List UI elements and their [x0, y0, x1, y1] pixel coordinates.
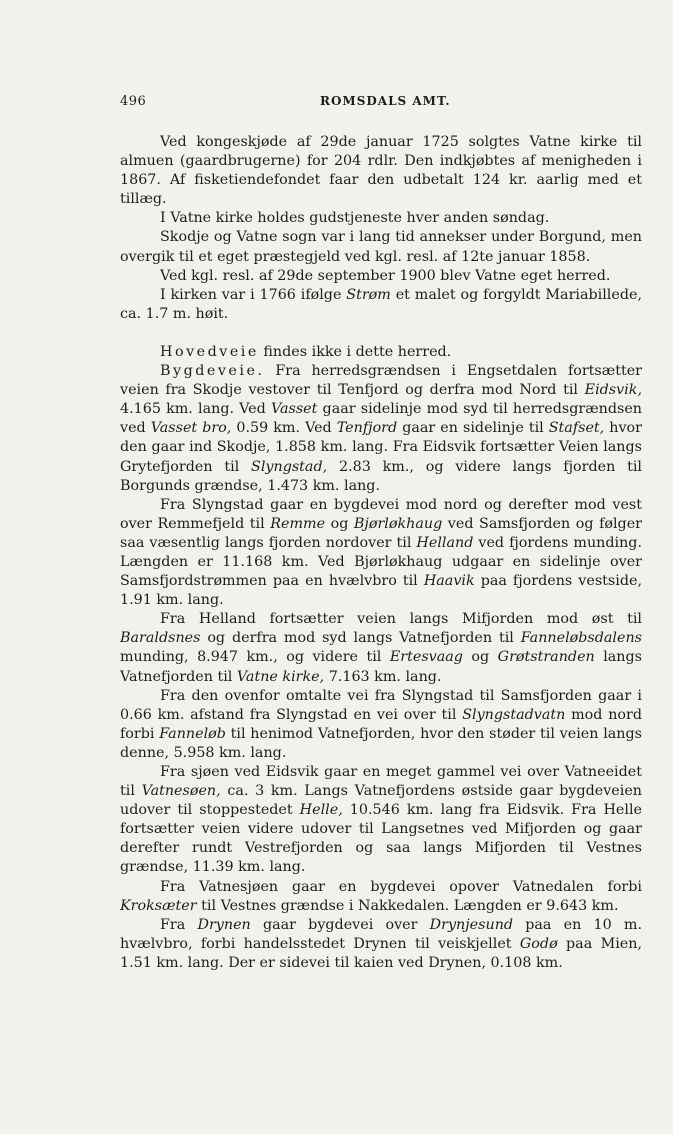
- text: paa en 10 m. hvælvbro, forbi handelsstedet Drynen til veiskjellet: [120, 916, 643, 952]
- text: munding, 8.947 km., og videre til: [120, 649, 390, 666]
- paragraph-ovenfor: [120, 687, 642, 763]
- text: Fra Helland fortsætter veien langs Mifjorden mod øst til: [160, 611, 642, 628]
- paragraph: [120, 286, 642, 324]
- place-name: Bjørløkhaug: [353, 515, 443, 532]
- place-name: Helle,: [299, 802, 343, 819]
- text: ved Samsfjorden og følger saa væsentlig langs fjorden nordover til: [120, 515, 642, 551]
- text: Fra: [160, 916, 198, 933]
- place-name: Eidsvik,: [584, 382, 642, 399]
- paragraph-helland: [120, 610, 642, 686]
- place-name: Ertesvaag: [389, 649, 463, 666]
- text: gaar sidelinje mod syd til herredsgrændsen ved: [120, 401, 643, 437]
- text: 7.163 km. lang.: [324, 668, 442, 685]
- paragraph: Ved kongeskjøde af 29de januar 1725 solgtes Vatne kirke til almuen (gaardbrugerne) for 204 rdlr. Den indkjøbtes af menigheden i 1867. Af fisketiendefondet faar den udbetalt 124 kr. aarlig med et tillæg.: [120, 134, 642, 208]
- place-name: Stafset,: [548, 420, 605, 437]
- text: Strøm: [346, 286, 391, 303]
- text: og: [325, 515, 354, 532]
- text: 4.165 km. lang. Ved: [120, 401, 271, 418]
- text: og: [462, 649, 498, 666]
- running-header: [120, 94, 640, 114]
- text: til henimod Vatnefjorden, hvor den støder til veien langs denne, 5.958 km. lang.: [120, 725, 642, 761]
- place-name: Grøtstranden: [497, 649, 595, 666]
- text: Fra herredsgrændsen i Engsetdalen fortsætter veien fra Skodje vestover til Tenfjord og derfra mod Nord til: [120, 363, 642, 399]
- place-name: Haavik: [423, 573, 475, 590]
- text: paa fjordens vestside, 1.91 km. lang.: [120, 573, 642, 609]
- running-title: ROMSDALS AMT.: [320, 94, 451, 108]
- place-name: Fanneløbsdalens: [520, 630, 642, 647]
- place-name: Fanneløb: [159, 725, 226, 742]
- paragraph: Skodje og Vatne sogn var i lang tid annekser under Borgund, men overgik til et eget præstegjeld ved kgl. resl. af 12te januar 1858.: [120, 229, 642, 265]
- text: 2.83 km., og videre langs fjorden til Borgunds grændse, 1.473 km. lang.: [120, 458, 642, 494]
- place-name: Helland: [416, 534, 474, 551]
- text: 10.546 km. lang fra Eidsvik. Fra Helle fortsætter veien videre udover til Langsetnes ved Mifjorden og gaar derefter rundt Vestrefjorden og saa langs Mifjorden til Vestnes grændse, 11.39 km. lang.: [120, 802, 642, 876]
- text: mod nord forbi: [120, 706, 642, 742]
- text: hvor den gaar ind Skodje, 1.858 km. lang. Fra Eidsvik fortsætter Veien langs Grytefjorden til: [120, 420, 642, 475]
- text: Fra sjøen ved Eidsvik gaar en meget gammel vei over Vatneeidet til: [120, 764, 642, 800]
- place-name: Slyngstad,: [251, 458, 328, 475]
- text: Fra den ovenfor omtalte vei fra Slyngstad til Samsfjorden gaar i 0.66 km. afstand fra Slyngstad en vei over til: [120, 687, 642, 723]
- text: 0.59 km. Ved: [231, 420, 337, 437]
- place-name: Drynjesund: [429, 916, 514, 933]
- section-label: Hovedveie: [160, 343, 259, 360]
- place-name: Godø: [519, 935, 558, 952]
- paragraph-vatnesjoen: [120, 878, 642, 916]
- place-name: Kroksæter: [120, 897, 197, 914]
- page-number: 496: [120, 94, 147, 109]
- text: gaar en sidelinje til: [397, 420, 549, 437]
- paragraph-sjoen: [120, 763, 642, 878]
- place-name: Baraldsnes: [120, 630, 201, 647]
- text: til Vestnes grændse i Nakkedalen. Længden er 9.643 km.: [196, 897, 619, 914]
- place-name: Vatnesøen,: [141, 783, 221, 800]
- body-text: [120, 133, 642, 973]
- paragraph-bygdeveie: [120, 362, 642, 496]
- place-name: Vasset: [270, 401, 318, 418]
- place-name: Drynen: [197, 916, 251, 933]
- text: og derfra mod syd langs Vatnefjorden til: [200, 630, 521, 647]
- place-name: Tenfjord: [336, 420, 398, 437]
- paragraph: Ved kgl. resl. af 29de september 1900 blev Vatne eget herred.: [160, 267, 611, 284]
- paragraph-slyngstad: [120, 496, 642, 611]
- text: langs Vatnefjorden til: [120, 649, 642, 685]
- text: findes ikke i dette herred.: [258, 343, 452, 360]
- section-label: Bygdeveie.: [160, 363, 265, 380]
- text: ved fjordens munding. Længden er 11.168 km. Ved Bjørløkhaug udgaar en sidelinje over Samsfjordstrømmen paa en hvælvbro til: [120, 534, 642, 590]
- paragraph: I Vatne kirke holdes gudstjeneste hver anden søndag.: [160, 210, 550, 227]
- text: Fra Vatnesjøen gaar en bygdevei opover Vatnedalen forbi: [160, 878, 642, 895]
- place-name: Vasset bro,: [150, 420, 232, 437]
- place-name: Vatne kirke,: [236, 668, 325, 685]
- place-name: Slyngstadvatn: [462, 706, 566, 723]
- text: I kirken var i 1766 ifølge: [160, 286, 347, 303]
- text: Fra Slyngstad gaar en bygdevei mod nord og derefter mod vest over Remmefjeld til: [120, 496, 642, 532]
- text: paa Mien, 1.51 km. lang. Der er sidevei til kaien ved Drynen, 0.108 km.: [120, 935, 642, 971]
- text: et malet og forgyldt Mariabillede, ca. 1.7 m. høit.: [120, 286, 643, 322]
- paragraph-drynen: [120, 916, 642, 973]
- text: ca. 3 km. Langs Vatnefjordens østside gaar bygdeveien udover til stoppestedet: [120, 783, 642, 819]
- place-name: Remme: [270, 515, 326, 532]
- paragraph-hovedveie: [120, 343, 642, 362]
- text: gaar bygdevei over: [250, 916, 430, 933]
